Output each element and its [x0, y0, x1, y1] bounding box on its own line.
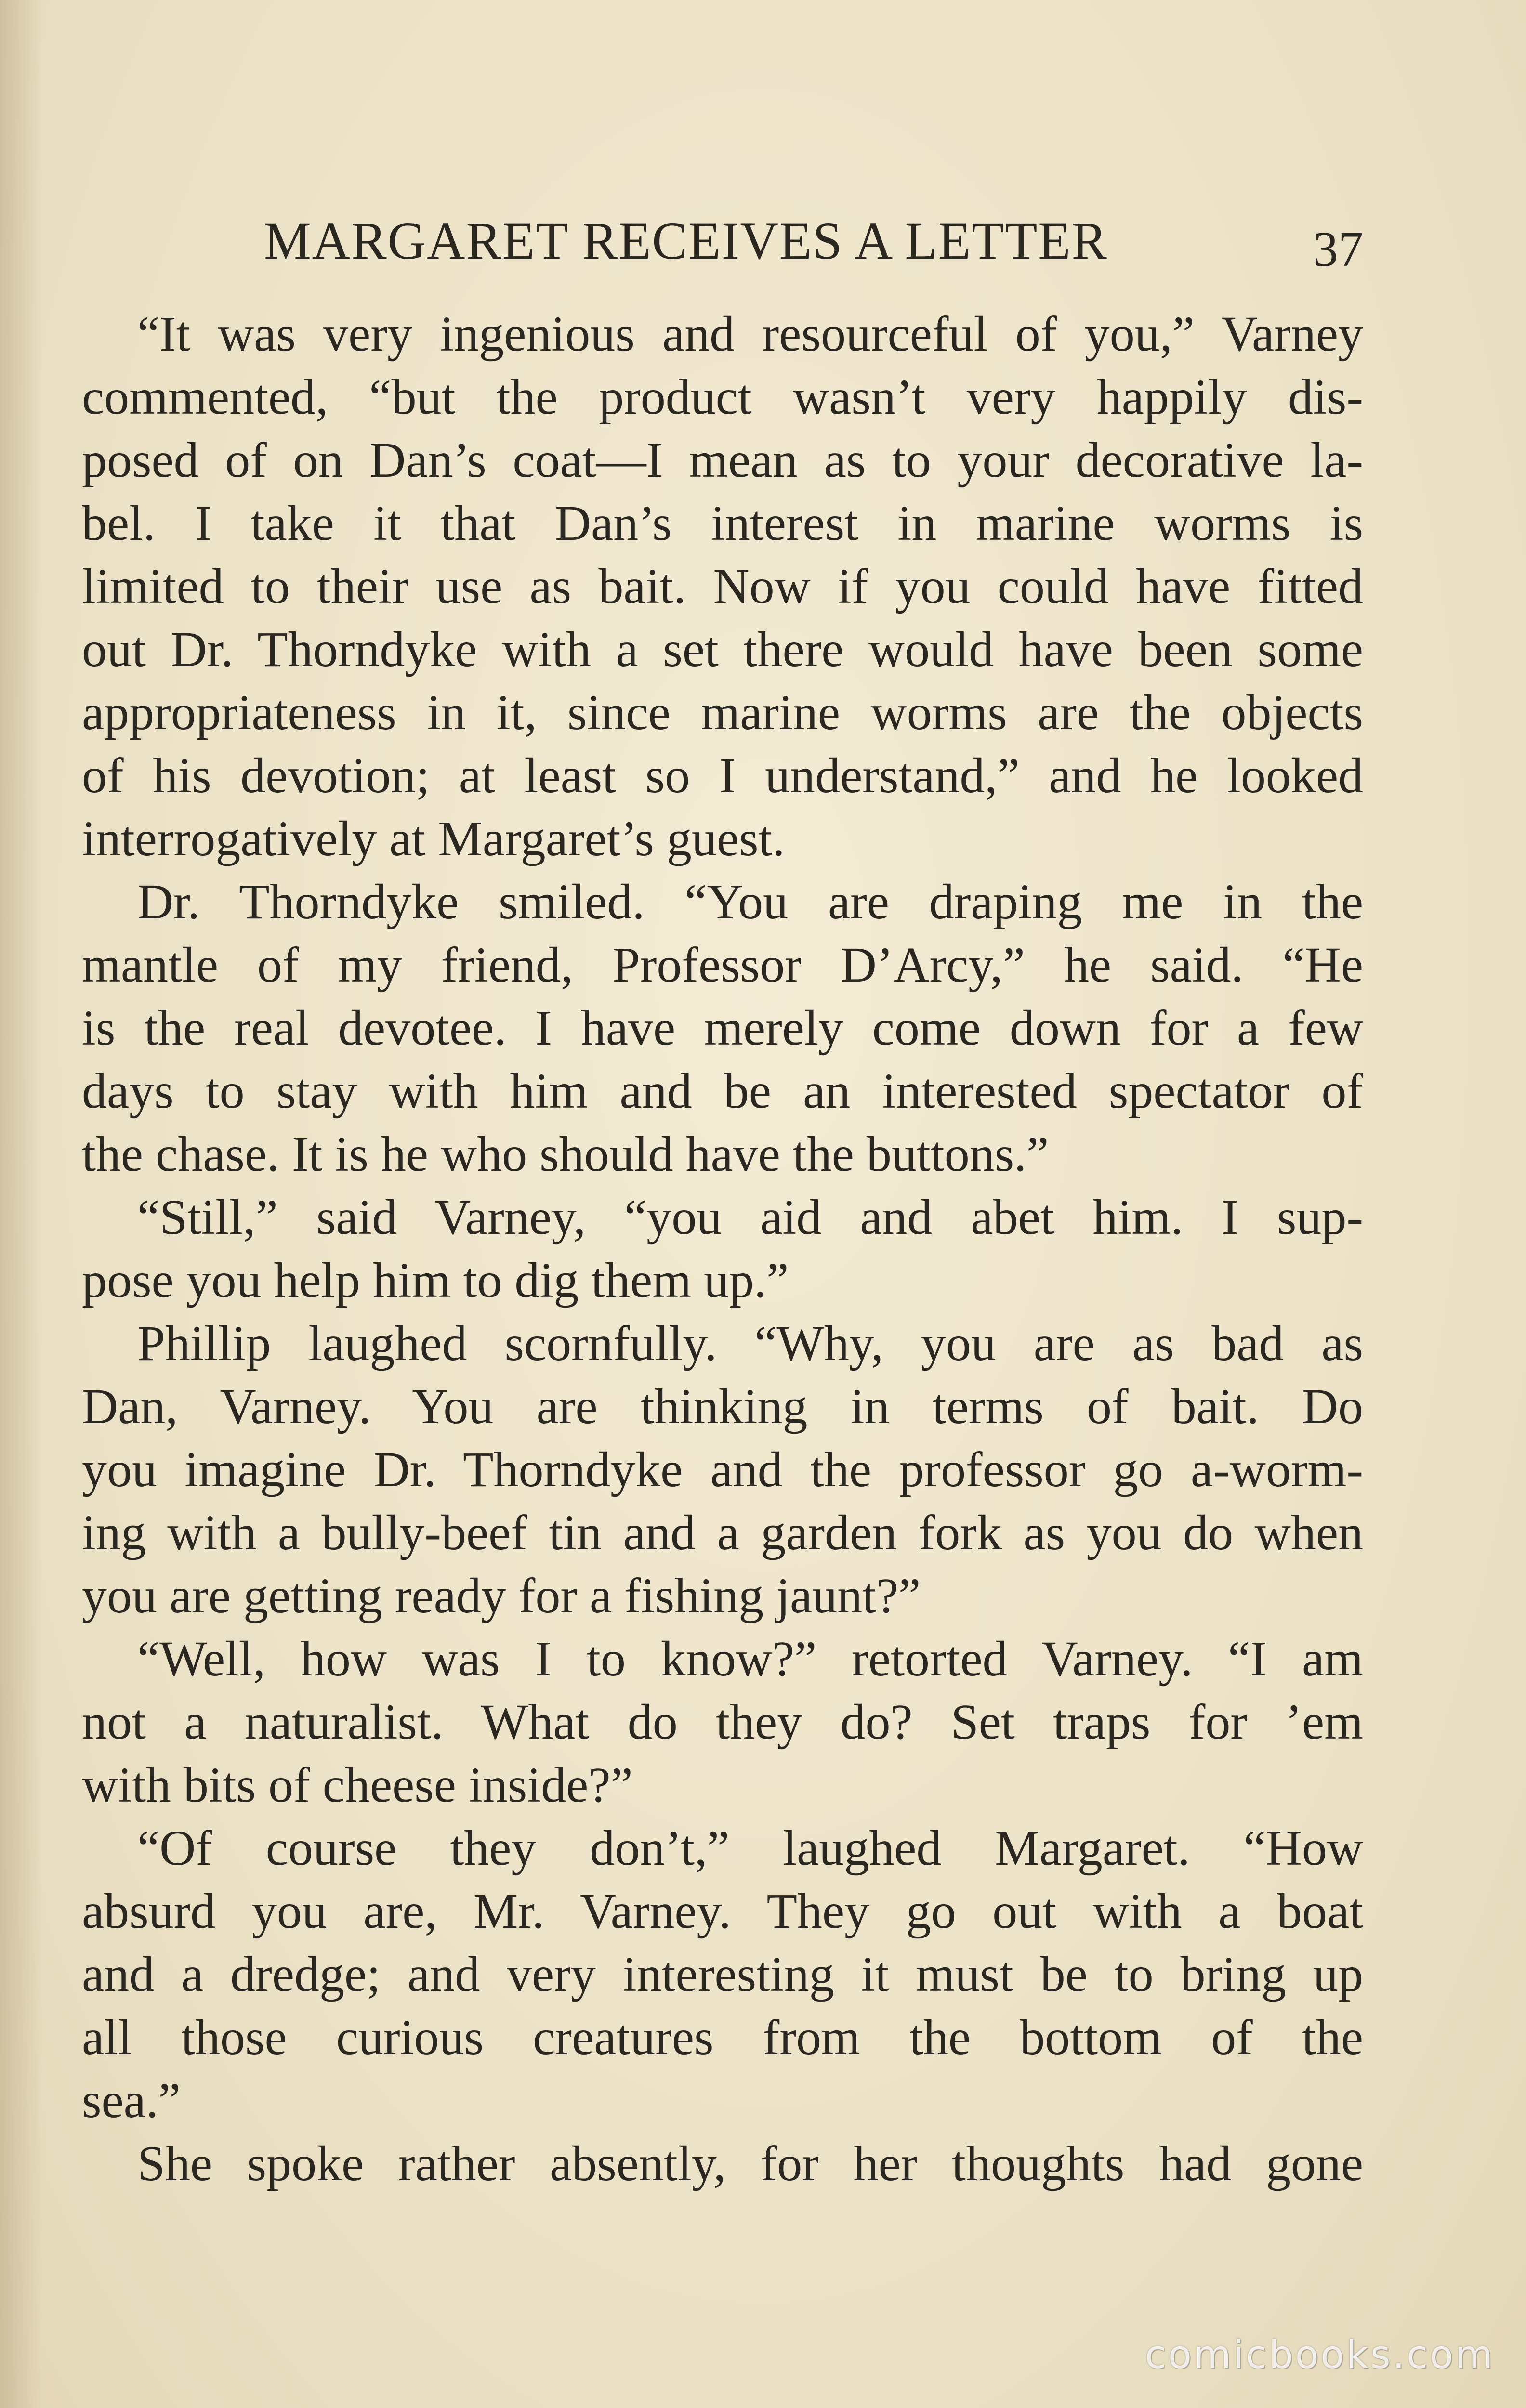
body-text [82, 302, 1363, 2195]
text-line: of his devotion; at least so I understand,” and he looked [82, 748, 1363, 803]
text-line: She spoke rather absently, for her thoughts had gone [137, 2136, 1363, 2191]
text-line: interrogatively at Margaret’s guest. [82, 811, 785, 866]
text-line: you imagine Dr. Thorndyke and the professor go a-worm- [82, 1442, 1363, 1497]
text-line: out Dr. Thorndyke with a set there would have been some [82, 622, 1363, 677]
text-line: “Still,” said Varney, “you aid and abet him. I sup- [137, 1190, 1363, 1245]
text-line: Dr. Thorndyke smiled. “You are draping me in the [137, 874, 1363, 929]
text-line: sea.” [82, 2073, 181, 2128]
text-line: “Of course they don’t,” laughed Margaret. “How [137, 1820, 1363, 1876]
text-line: pose you help him to dig them up.” [82, 1253, 789, 1308]
text-line: not a naturalist. What do they do? Set traps for ’em [82, 1694, 1363, 1750]
text-line: absurd you are, Mr. Varney. They go out with a boat [82, 1884, 1363, 1939]
text-line: “Well, how was I to know?” retorted Varney. “I am [137, 1631, 1363, 1687]
text-line: commented, “but the product wasn’t very happily dis- [82, 369, 1363, 425]
text-line: appropriateness in it, since marine worms are the objects [82, 685, 1363, 740]
text-line: you are getting ready for a fishing jaunt?” [82, 1568, 921, 1623]
page-number: 37 [1313, 222, 1363, 277]
text-line: bel. I take it that Dan’s interest in marine worms is [82, 496, 1363, 551]
text-line: limited to their use as bait. Now if you could have fitted [82, 559, 1363, 614]
running-head [82, 207, 1363, 275]
text-line: “It was very ingenious and resourceful of you,” Varney [137, 306, 1363, 362]
text-line: and a dredge; and very interesting it must be to bring up [82, 1947, 1363, 2002]
text-line: Dan, Varney. You are thinking in terms of bait. Do [82, 1379, 1363, 1434]
text-line: posed of on Dan’s coat—I mean as to your decorative la- [82, 432, 1363, 488]
text-line: the chase. It is he who should have the buttons.” [82, 1126, 1049, 1182]
text-line: with bits of cheese inside?” [82, 1757, 633, 1813]
running-title: MARGARET RECEIVES A LETTER [264, 211, 1108, 270]
text-line: all those curious creatures from the bottom of the [82, 2010, 1363, 2065]
text-line: Phillip laughed scornfully. “Why, you are as bad as [137, 1316, 1363, 1371]
spine-shadow [0, 0, 43, 2408]
watermark: comicbooks.com [1144, 2332, 1495, 2377]
text-line: days to stay with him and be an interested spectator of [82, 1063, 1363, 1119]
text-line: is the real devotee. I have merely come down for a few [82, 1000, 1363, 1056]
text-line: mantle of my friend, Professor D’Arcy,” he said. “He [82, 937, 1363, 993]
text-line: ing with a bully-beef tin and a garden fork as you do when [82, 1505, 1363, 1560]
